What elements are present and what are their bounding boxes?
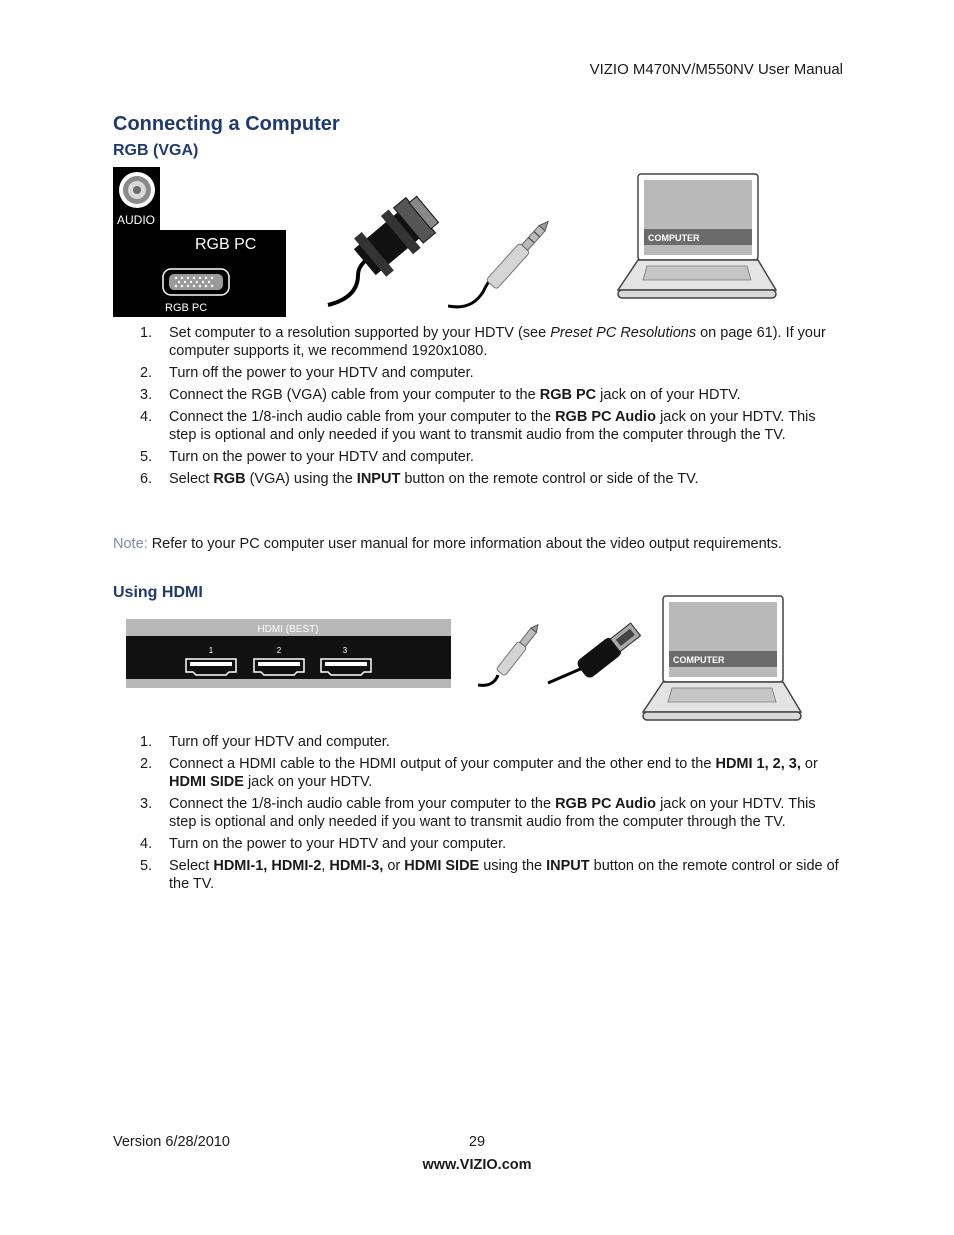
step-item xyxy=(140,408,845,444)
step-reference: Preset PC Resolutions xyxy=(550,325,697,341)
step-number: 1. xyxy=(140,734,153,750)
step-text: Turn off your HDTV and computer. xyxy=(169,734,390,750)
laptop-icon xyxy=(617,173,777,300)
step-text: Select xyxy=(169,471,214,487)
step-item xyxy=(140,857,845,893)
step-text: Connect the 1/8-inch audio cable from your computer to the xyxy=(169,409,556,425)
hdmi-port-2-label: 2 xyxy=(276,646,282,655)
step-number: 2. xyxy=(140,756,153,772)
step-text: (VGA) using the xyxy=(245,471,357,487)
step-item xyxy=(140,324,845,360)
step-item xyxy=(140,835,845,853)
step-item xyxy=(140,386,845,404)
step-number: 4. xyxy=(140,836,153,852)
step-text: button on the remote control or side of the TV. xyxy=(169,858,839,892)
page-number: 29 xyxy=(468,1134,486,1150)
step-item xyxy=(140,364,845,382)
step-text: Turn on the power to your HDTV and computer. xyxy=(169,449,474,465)
section-title: Connecting a Computer xyxy=(113,113,340,135)
hdmi-steps-list xyxy=(140,733,845,897)
step-item xyxy=(140,733,845,751)
step-number: 1. xyxy=(140,325,153,341)
step-text: jack on your HDTV. This step is optional and only needed if you want to transmit audio from the computer through the TV. xyxy=(169,409,816,443)
step-text: Turn off the power to your HDTV and computer. xyxy=(169,365,474,381)
step-emphasis: RGB PC xyxy=(539,387,597,403)
step-number: 3. xyxy=(140,796,153,812)
vga-subtitle: RGB (VGA) xyxy=(113,142,199,159)
step-emphasis: RGB PC Audio xyxy=(555,409,657,425)
manual-header-title: VIZIO M470NV/M550NV User Manual xyxy=(589,61,843,78)
step-emphasis: RGB xyxy=(213,471,246,487)
rgb-pc-small-label: RGB PC xyxy=(165,302,208,314)
step-text: jack on your HDTV. This step is optional and only needed if you want to transmit audio from the computer through the TV. xyxy=(169,796,816,830)
computer-screen-label-2: COMPUTER xyxy=(673,655,725,665)
note-label: Note: xyxy=(113,536,148,552)
step-emphasis: INPUT xyxy=(546,858,590,874)
laptop-icon-2 xyxy=(642,595,802,722)
step-text: button on the remote control or side of the TV. xyxy=(400,471,699,487)
vga-panel-illustration xyxy=(113,167,286,317)
step-item xyxy=(140,470,845,488)
step-emphasis: RGB PC Audio xyxy=(555,796,657,812)
step-text: using the xyxy=(479,858,547,874)
version-label: Version 6/28/2010 xyxy=(113,1134,230,1150)
audio-cable-icon xyxy=(448,210,566,310)
step-item xyxy=(140,755,845,791)
rgb-pc-label: RGB PC xyxy=(195,236,257,253)
step-item xyxy=(140,795,845,831)
step-emphasis: INPUT xyxy=(356,471,401,487)
step-item xyxy=(140,448,845,466)
step-emphasis: HDMI 1, 2, 3, xyxy=(715,756,801,772)
step-text: jack on of your HDTV. xyxy=(596,387,741,403)
note-text: Refer to your PC computer user manual for more information about the video output requirements. xyxy=(147,536,782,552)
computer-screen-label: COMPUTER xyxy=(648,233,700,243)
step-text: Set computer to a resolution supported by your HDTV (see xyxy=(169,325,551,341)
hdmi-panel-title: HDMI (BEST) xyxy=(257,624,319,635)
step-number: 5. xyxy=(140,858,153,874)
step-number: 3. xyxy=(140,387,153,403)
step-text: jack on your HDTV. xyxy=(243,774,373,790)
hdmi-subtitle: Using HDMI xyxy=(113,584,203,601)
vga-steps-list xyxy=(140,324,845,492)
step-text: or xyxy=(383,858,405,874)
step-number: 6. xyxy=(140,471,153,487)
hdmi-port-1-label: 1 xyxy=(208,646,214,655)
audio-cable-icon-2 xyxy=(478,617,550,689)
step-number: 4. xyxy=(140,409,153,425)
hdmi-port-3-label: 3 xyxy=(342,646,348,655)
hdmi-cable-icon xyxy=(545,617,650,687)
step-emphasis: HDMI SIDE xyxy=(404,858,480,874)
vga-cable-icon xyxy=(318,195,440,310)
note-paragraph xyxy=(113,536,853,552)
step-text: on page 61). If your computer supports it, we recommend 1920x1080. xyxy=(169,325,826,359)
step-emphasis: HDMI SIDE xyxy=(169,774,244,790)
audio-label: AUDIO xyxy=(117,213,156,227)
step-text: Connect the RGB (VGA) cable from your computer to the xyxy=(169,387,540,403)
hdmi-panel-illustration xyxy=(126,619,451,688)
website-link[interactable]: www.VIZIO.com xyxy=(422,1157,532,1173)
step-text: Select xyxy=(169,858,214,874)
step-emphasis: HDMI-3, xyxy=(329,858,384,874)
step-text: Connect the 1/8-inch audio cable from your computer to the xyxy=(169,796,556,812)
step-text: , xyxy=(321,858,330,874)
step-number: 2. xyxy=(140,365,153,381)
step-text: or xyxy=(800,756,818,772)
step-text: Connect a HDMI cable to the HDMI output of your computer and the other end to the xyxy=(169,756,716,772)
step-text: Turn on the power to your HDTV and your computer. xyxy=(169,836,507,852)
step-number: 5. xyxy=(140,449,153,465)
step-emphasis: HDMI-1, HDMI-2 xyxy=(213,858,322,874)
